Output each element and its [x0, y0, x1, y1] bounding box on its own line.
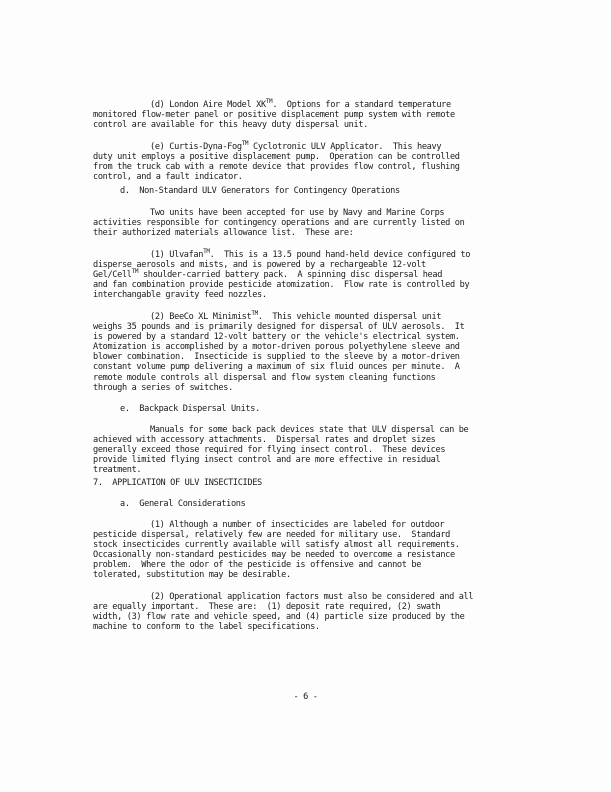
text-line: . Options for a standard temperature	[272, 100, 451, 110]
text-line: Gel/Cell	[93, 270, 132, 281]
text-line: . This is a 13.5 pound hand-held device configured to	[209, 250, 471, 260]
text-line: Occasionally non-standard pesticides may be needed to overcome a resistance	[93, 550, 455, 561]
text-line: is powered by a standard 12-volt battery or the vehicle's electrical system.	[93, 332, 460, 343]
text-line: Cyclotronic ULV Applicator. This heavy	[248, 142, 442, 152]
paragraph-beeco-minimist	[93, 312, 533, 393]
text-line: achieved with accessory attachments. Dispersal rates and droplet sizes	[93, 435, 436, 446]
section-heading: a. General Considerations	[120, 499, 246, 509]
text-line: blower combination. Insecticide is supplied to the sleeve by a motor-driven	[93, 352, 460, 363]
text-line: duty unit employs a positive displacement pump. Operation can be controlled	[93, 152, 460, 163]
page-number: - 6 -	[293, 692, 318, 702]
section-heading: e. Backpack Dispersal Units.	[120, 404, 260, 414]
section-7-heading	[93, 478, 533, 488]
text-line: remote module controls all dispersal and flow system cleaning functions	[93, 372, 436, 383]
text-line: and fan combination provide pesticide atomization. Flow rate is controlled by	[93, 280, 470, 291]
paragraph-two-units	[93, 208, 533, 238]
heading-general-considerations	[93, 499, 533, 509]
text-line: through a series of switches.	[93, 382, 233, 393]
text-line: width, (3) flow rate and vehicle speed, and (4) particle size produced by the	[93, 612, 465, 623]
text-line: activities responsible for contingency operations and are currently listed on	[93, 218, 465, 229]
text-line: . This vehicle mounted dispersal unit	[257, 312, 442, 322]
heading-non-standard-ulv	[93, 186, 533, 196]
text-line: (2) BeeCo XL Minimist	[150, 312, 252, 322]
trademark-mark: TM	[241, 140, 249, 147]
text-line: pesticide dispersal, relatively few are needed for military use. Standard	[93, 530, 450, 541]
text-line: interchangable gravity feed nozzles.	[93, 290, 267, 301]
paragraph-london-aire	[93, 100, 533, 130]
text-line: shoulder-carried battery pack. A spinning disc dispersal head	[138, 270, 443, 281]
heading-backpack-dispersal	[93, 404, 533, 414]
text-line: constant volume pump delivering a maximum of six fluid ounces per minute. A	[93, 362, 460, 373]
trademark-mark: TM	[265, 98, 273, 105]
text-line: their authorized materials allowance list. These are:	[93, 228, 354, 239]
text-line: control, and a fault indicator.	[93, 172, 243, 183]
text-line: disperse aerosols and mists, and is powered by a rechargeable 12-volt	[93, 260, 426, 271]
text-line: problem. Where the odor of the pesticide is offensive and cannot be	[93, 560, 422, 571]
text-line: from the truck cab with a remote device that provides flow control, flushing	[93, 162, 460, 173]
paragraph-manuals	[93, 425, 533, 475]
section-heading: d. Non-Standard ULV Generators for Contingency Operations	[120, 186, 400, 196]
text-line: (1) Although a number of insecticides are labeled for outdoor	[150, 520, 445, 530]
trademark-mark: TM	[131, 268, 139, 276]
text-line: are equally important. These are: (1) deposit rate required, (2) swath	[93, 602, 441, 613]
text-line: generally exceed those required for flying insect control. These devices	[93, 445, 446, 456]
text-line: stock insecticides currently available will satisfy almost all requirements.	[93, 540, 460, 551]
text-line: Atomization is accomplished by a motor-driven porous polyethylene sleeve and	[93, 342, 460, 353]
text-line: machine to conform to the label specifications.	[93, 622, 320, 633]
text-line: (d) London Aire Model XK	[150, 100, 266, 110]
trademark-mark: TM	[203, 248, 210, 255]
text-line: Manuals for some back pack devices state that ULV dispersal can be	[150, 425, 469, 435]
paragraph-ulvafan	[93, 250, 533, 300]
trademark-mark: TM	[251, 310, 258, 317]
section-heading: 7. APPLICATION OF ULV INSECTICIDES	[93, 478, 262, 488]
text-line: weighs 35 pounds and is primarily designed for dispersal of ULV aerosols. It	[93, 322, 465, 333]
text-line: monitored flow-meter panel or positive displacement pump system with remote	[93, 110, 455, 121]
text-line: (1) Ulvafan	[150, 250, 204, 260]
paragraph-curtis-dyna-fog	[93, 142, 533, 182]
text-line: (e) Curtis-Dyna-Fog	[150, 142, 242, 152]
paragraph-operational-factors	[93, 592, 533, 632]
text-line: (2) Operational application factors must also be considered and all	[150, 592, 474, 602]
text-line: provide limited flying insect control and are more effective in residual	[93, 455, 441, 466]
text-line: control are available for this heavy duty dispersal unit.	[93, 120, 368, 131]
text-line: Two units have been accepted for use by Navy and Marine Corps	[150, 208, 445, 218]
text-line: tolerated, substitution may be desirable.	[93, 570, 291, 581]
text-line: treatment.	[93, 465, 142, 476]
paragraph-although	[93, 520, 533, 581]
